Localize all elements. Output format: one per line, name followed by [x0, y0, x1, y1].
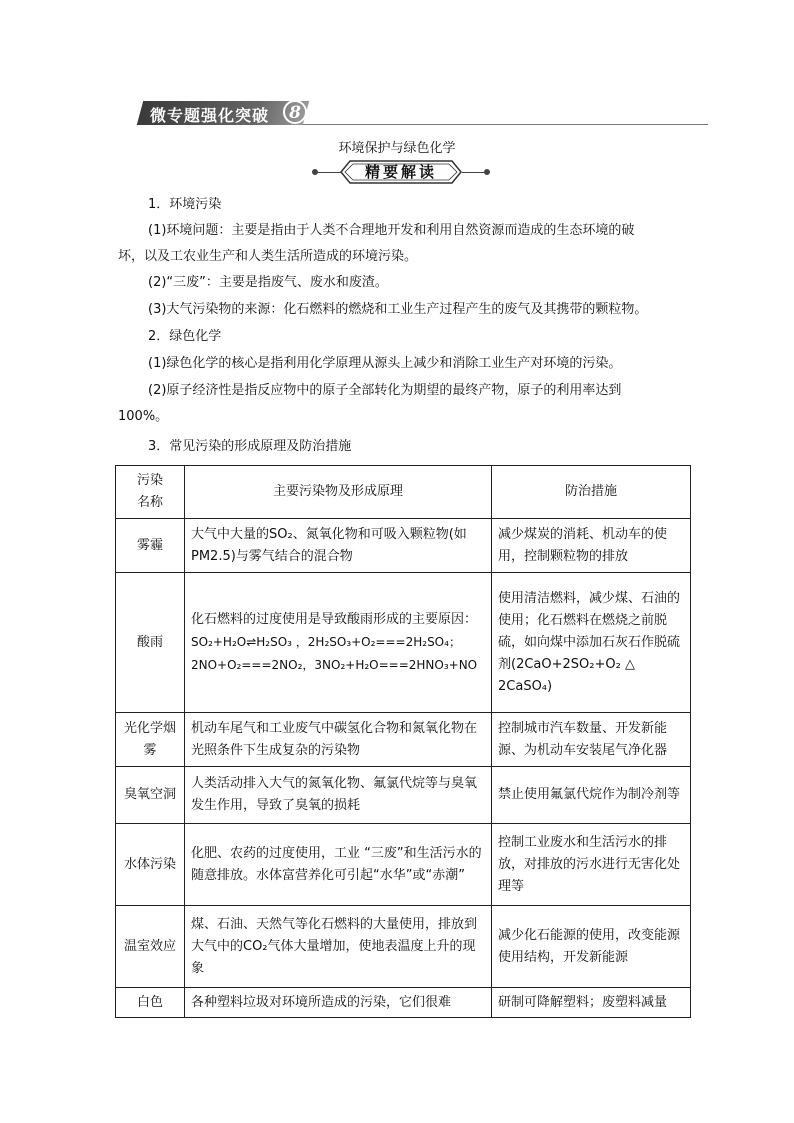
acid-rain-equations: SO₂+H₂O⇌H₂SO₃ ，2H₂SO₃+O₂===2H₂SO₄；2NO+O₂===2NO₂，3NO₂+H₂O===2HNO₃+NO	[191, 634, 478, 672]
row-cause: 机动车尾气和工业废气中碳氢化合物和氮氧化物在光照条件下生成复杂的污染物	[185, 713, 492, 767]
row-name: 臭氧空洞	[116, 767, 185, 824]
acid-rain-cause-text: 化石燃料的过度使用是导致酸雨形成的主要原因：	[191, 611, 478, 627]
header-label: 微专题强化突破	[150, 106, 270, 125]
header-cell-cause: 主要污染物及形成原理	[185, 466, 492, 519]
row-name: 光化学烟雾	[116, 713, 185, 767]
section-2-para-2-line-1: (2)原子经济性是指反应物中的原子全部转化为期望的最终产物，原子的利用率达到	[148, 383, 622, 398]
section-1-para-2: (2)“三废”：主要是指废气、废水和废渣。	[148, 275, 388, 290]
header-cell-name	[116, 466, 185, 519]
row-cause	[185, 573, 492, 713]
row-measure: 禁止使用氟氯代烷作为制冷剂等	[492, 767, 691, 824]
table-header-row	[116, 466, 691, 519]
row-measure: 控制城市汽车数量、开发新能源、为机动车安装尾气净化器	[492, 713, 691, 767]
section-1-para-3: (3)大气污染物的来源：化石燃料的燃烧和工业生产过程产生的废气及其携带的颗粒物。	[148, 302, 648, 317]
banner-line-right	[462, 172, 486, 173]
row-measure: 使用清洁燃料，减少煤、石油的使用；化石燃料在燃烧之前脱硫，如向煤中添加石灰石作脱硫剂(2CaO+2SO₂+O₂ △ 2CaSO₄)	[492, 573, 691, 713]
row-cause: 人类活动排入大气的氮氧化物、氟氯代烷等与臭氧发生作用，导致了臭氧的损耗	[185, 767, 492, 824]
banner-label: 精要解读	[364, 163, 437, 181]
row-name: 雾霾	[116, 519, 185, 573]
section-3-heading: 3．常见污染的形成原理及防治措施	[148, 439, 352, 454]
section-2-para-1: (1)绿色化学的核心是指利用化学原理从源头上减少和消除工业生产对环境的污染。	[148, 356, 622, 371]
row-cause: 各种塑料垃圾对环境所造成的污染，它们很难	[185, 988, 492, 1018]
row-cause: 化肥、农药的过度使用，工业 “三废”和生活污水的随意排放。水体富营养化可引起“水华”或“赤潮”	[185, 824, 492, 906]
table-row	[116, 824, 691, 906]
row-name: 酸雨	[116, 573, 185, 713]
section-2-para-2-line-2: 100%。	[118, 409, 169, 424]
section-2-heading: 2．绿色化学	[148, 329, 222, 344]
header-cell-measure: 防治措施	[492, 466, 691, 519]
row-name: 水体污染	[116, 824, 185, 906]
pollution-table	[115, 465, 691, 1018]
header-name-line1: 污染	[136, 473, 163, 488]
banner-line-left	[318, 172, 342, 173]
table-row	[116, 519, 691, 573]
banner-dot-right	[484, 169, 490, 175]
table-row	[116, 767, 691, 824]
header-number-badge: 8	[283, 100, 307, 124]
row-name: 白色	[116, 988, 185, 1018]
row-measure: 减少化石能源的使用，改变能源使用结构，开发新能源	[492, 906, 691, 988]
header-name-line2: 名称	[136, 495, 163, 510]
table-row	[116, 906, 691, 988]
row-name: 温室效应	[116, 906, 185, 988]
section-1-para-1-line-1: (1)环境问题：主要是指由于人类不合理地开发和利用自然资源而造成的生态环境的破	[148, 223, 635, 238]
table-row	[116, 573, 691, 713]
section-1-heading: 1．环境污染	[148, 197, 222, 212]
row-measure: 研制可降解塑料；废塑料减量	[492, 988, 691, 1018]
row-cause: 大气中大量的SO₂、氮氧化物和可吸入颗粒物(如PM2.5)与雾气结合的混合物	[185, 519, 492, 573]
row-cause: 煤、石油、天然气等化石燃料的大量使用，排放到大气中的CO₂气体大量增加，使地表温度上升的现象	[185, 906, 492, 988]
row-measure: 减少煤炭的消耗、机动车的使用，控制颗粒物的排放	[492, 519, 691, 573]
table-row	[116, 713, 691, 767]
document-title: 环境保护与绿色化学	[338, 141, 456, 156]
row-measure: 控制工业废水和生活污水的排放，对排放的污水进行无害化处理等	[492, 824, 691, 906]
table-row	[116, 988, 691, 1018]
section-1-para-1-line-2: 坏，以及工农业生产和人类生活所造成的环境污染。	[118, 249, 418, 264]
